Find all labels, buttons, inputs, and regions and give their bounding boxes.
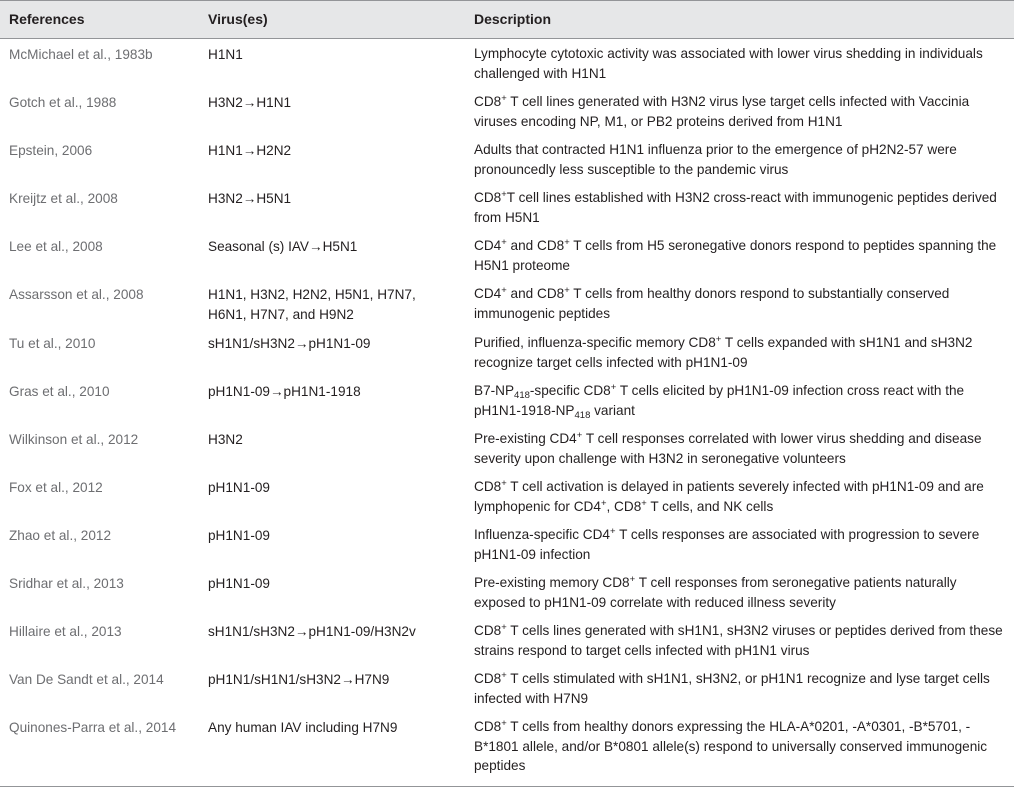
description-text: Pre-existing CD4: [474, 431, 577, 446]
description-text: Pre-existing memory CD8: [474, 575, 630, 590]
description-text: T cell responses correlated with lower virus shedding and disease severity upon challenge with H3N2 in seronegative volunteers: [474, 431, 982, 466]
cell-reference: Lee et al., 2008: [9, 239, 103, 254]
cell-description: [464, 183, 1014, 231]
cell-description: [464, 568, 1014, 616]
cell-reference: Tu et al., 2010: [9, 336, 96, 351]
description-text: T cell activation is delayed in patients severely infected with pH1N1-09 and are lymphopenic for CD4: [474, 479, 984, 514]
superscript: +: [715, 334, 722, 345]
cell-virus: sH1N1/sH3N2→pH1N1-09: [208, 336, 371, 351]
cell-reference: Epstein, 2006: [9, 143, 93, 158]
cell-description: [464, 424, 1014, 472]
cell-description: [464, 328, 1014, 376]
description-text: Purified, influenza-specific memory CD8: [474, 335, 716, 350]
table-row: [0, 520, 1014, 568]
cell-reference: Gotch et al., 1988: [9, 95, 117, 110]
table-row: [0, 376, 1014, 424]
subscript: 418: [574, 409, 591, 421]
table-row: [0, 39, 1014, 88]
superscript: +: [501, 285, 507, 296]
cell-virus: pH1N1-09: [208, 528, 270, 543]
description-text: T cells, and NK cells: [646, 498, 774, 514]
superscript: +: [501, 718, 507, 729]
cell-reference: McMichael et al., 1983b: [9, 47, 153, 62]
description-text: B7-NP: [474, 383, 515, 398]
description-text: and CD8: [506, 286, 565, 301]
header-row: [0, 1, 1014, 39]
table-row: [0, 328, 1014, 376]
cell-reference: Kreijtz et al., 2008: [9, 191, 118, 206]
cell-description: [464, 87, 1014, 135]
cell-virus: pH1N1-09: [208, 576, 270, 591]
cell-description: [464, 616, 1014, 664]
table-row: [0, 712, 1014, 786]
description-text: Influenza-specific CD4: [474, 527, 610, 542]
superscript: +: [501, 478, 507, 489]
description-text: CD8: [474, 623, 502, 638]
cell-virus: H1N1: [208, 47, 243, 62]
table-row: [0, 279, 1014, 328]
cell-virus: H3N2: [208, 432, 243, 447]
cell-virus: pH1N1-09: [208, 480, 270, 495]
cell-reference: Zhao et al., 2012: [9, 528, 112, 543]
cell-virus: pH1N1/sH1N1/sH3N2→H7N9: [208, 672, 390, 687]
description-text: CD8: [474, 719, 502, 734]
superscript: +: [501, 622, 507, 633]
cell-description: [464, 472, 1014, 520]
description-text: T cells elicited by pH1N1-09 infection cross react with the pH1N1-1918-NP: [474, 383, 965, 418]
cell-virus: H1N1→H2N2: [208, 143, 292, 158]
cell-description: [464, 712, 1014, 786]
cell-reference: Hillaire et al., 2013: [9, 624, 122, 639]
description-text: , CD8: [606, 498, 642, 514]
table-row: [0, 231, 1014, 279]
superscript: +: [629, 574, 636, 585]
superscript: +: [564, 285, 570, 296]
description-text: T cells expanded with sH1N1 and sH3N2 recognize target cells infected with pH1N1-09: [474, 335, 973, 370]
cell-description: [464, 39, 1014, 88]
description-text: T cells from H5 seronegative donors respond to peptides spanning the H5N1 proteome: [474, 238, 997, 273]
cell-virus: H3N2→H1N1: [208, 95, 292, 110]
table-row: [0, 664, 1014, 712]
description-text: CD4: [474, 286, 502, 301]
description-text: and CD8: [506, 238, 565, 253]
superscript: +: [600, 497, 607, 509]
description-text: Lymphocyte cytotoxic activity was associated with lower virus shedding in individuals challenged with H1N1: [474, 46, 983, 81]
cell-reference: Sridhar et al., 2013: [9, 576, 124, 591]
table-row: [0, 424, 1014, 472]
cell-reference: Fox et al., 2012: [9, 480, 103, 495]
description-text: CD8: [474, 190, 502, 205]
cell-reference: Gras et al., 2010: [9, 384, 110, 399]
superscript: +: [641, 497, 647, 509]
superscript: +: [501, 670, 507, 681]
table-body: [0, 39, 1014, 787]
description-text: T cell lines established with H3N2 cross-react with immunogenic peptides derived from H5N1: [474, 190, 997, 225]
description-text: CD4: [474, 238, 502, 253]
table-row: [0, 135, 1014, 183]
description-text: T cell lines generated with H3N2 virus lyse target cells infected with Vaccinia viruses encoding NP, M1, or PB2 proteins derived from H1N1: [474, 94, 970, 129]
cell-description: [464, 664, 1014, 712]
cell-virus: Seasonal (s) IAV→H5N1: [208, 239, 358, 254]
description-text: T cells from healthy donors expressing the HLA-A*0201, -A*0301, -B*5701, -B*1801 allele, and/or B*0801 allele(s) respond to universally conserved immunogenic peptides: [474, 719, 988, 773]
description-text: CD8: [474, 94, 502, 109]
cell-reference: Assarsson et al., 2008: [9, 287, 144, 302]
table-row: [0, 183, 1014, 231]
header-description: Description: [464, 1, 1014, 39]
header-viruses: Virus(es): [198, 1, 464, 39]
description-text: variant: [590, 402, 635, 418]
table-row: [0, 472, 1014, 520]
cell-description: [464, 135, 1014, 183]
description-text: CD8: [474, 479, 502, 494]
cell-reference: Van De Sandt et al., 2014: [9, 672, 164, 687]
description-text: -specific CD8: [529, 383, 611, 398]
description-text: T cells lines generated with sH1N1, sH3N2 viruses or peptides derived from these strains respond to target cells infected with pH1N1 virus: [474, 623, 1003, 658]
cell-description: [464, 520, 1014, 568]
cell-description: [464, 279, 1014, 328]
superscript: +: [501, 93, 507, 104]
table-row: [0, 616, 1014, 664]
cell-virus: H3N2→H5N1: [208, 191, 292, 206]
cell-reference: Quinones-Parra et al., 2014: [0, 712, 198, 786]
description-text: CD8: [474, 671, 502, 686]
superscript: +: [501, 189, 507, 200]
description-text: Adults that contracted H1N1 influenza prior to the emergence of pH2N2-57 were pronouncedly less susceptible to the pandemic virus: [474, 142, 957, 177]
cell-description: [464, 231, 1014, 279]
cell-description: [464, 376, 1014, 424]
cell-reference: Wilkinson et al., 2012: [9, 432, 139, 447]
description-text: T cells responses are associated with progression to severe pH1N1-09 infection: [474, 527, 980, 562]
superscript: +: [501, 237, 507, 248]
table-row: [0, 87, 1014, 135]
description-text: T cells from healthy donors respond to substantially conserved immunogenic peptides: [474, 286, 950, 321]
cell-virus: H1N1, H3N2, H2N2, H5N1, H7N7, H6N1, H7N7, and H9N2: [208, 287, 416, 322]
superscript: +: [564, 237, 570, 248]
cell-virus: Any human IAV including H7N9: [198, 712, 464, 786]
cell-virus: sH1N1/sH3N2→pH1N1-09/H3N2v: [208, 624, 416, 639]
table-row: [0, 568, 1014, 616]
superscript: +: [576, 430, 583, 441]
subscript: 418: [514, 390, 530, 401]
superscript: +: [610, 382, 617, 393]
description-text: T cells stimulated with sH1N1, sH3N2, or pH1N1 recognize and lyse target cells infected with H7N9: [474, 671, 990, 706]
header-references: References: [0, 1, 198, 39]
cell-virus: pH1N1-09→pH1N1-1918: [208, 384, 361, 399]
description-text: T cell responses from seronegative patients naturally exposed to pH1N1-09 correlate with reduced illness severity: [474, 575, 957, 610]
superscript: +: [610, 526, 616, 537]
